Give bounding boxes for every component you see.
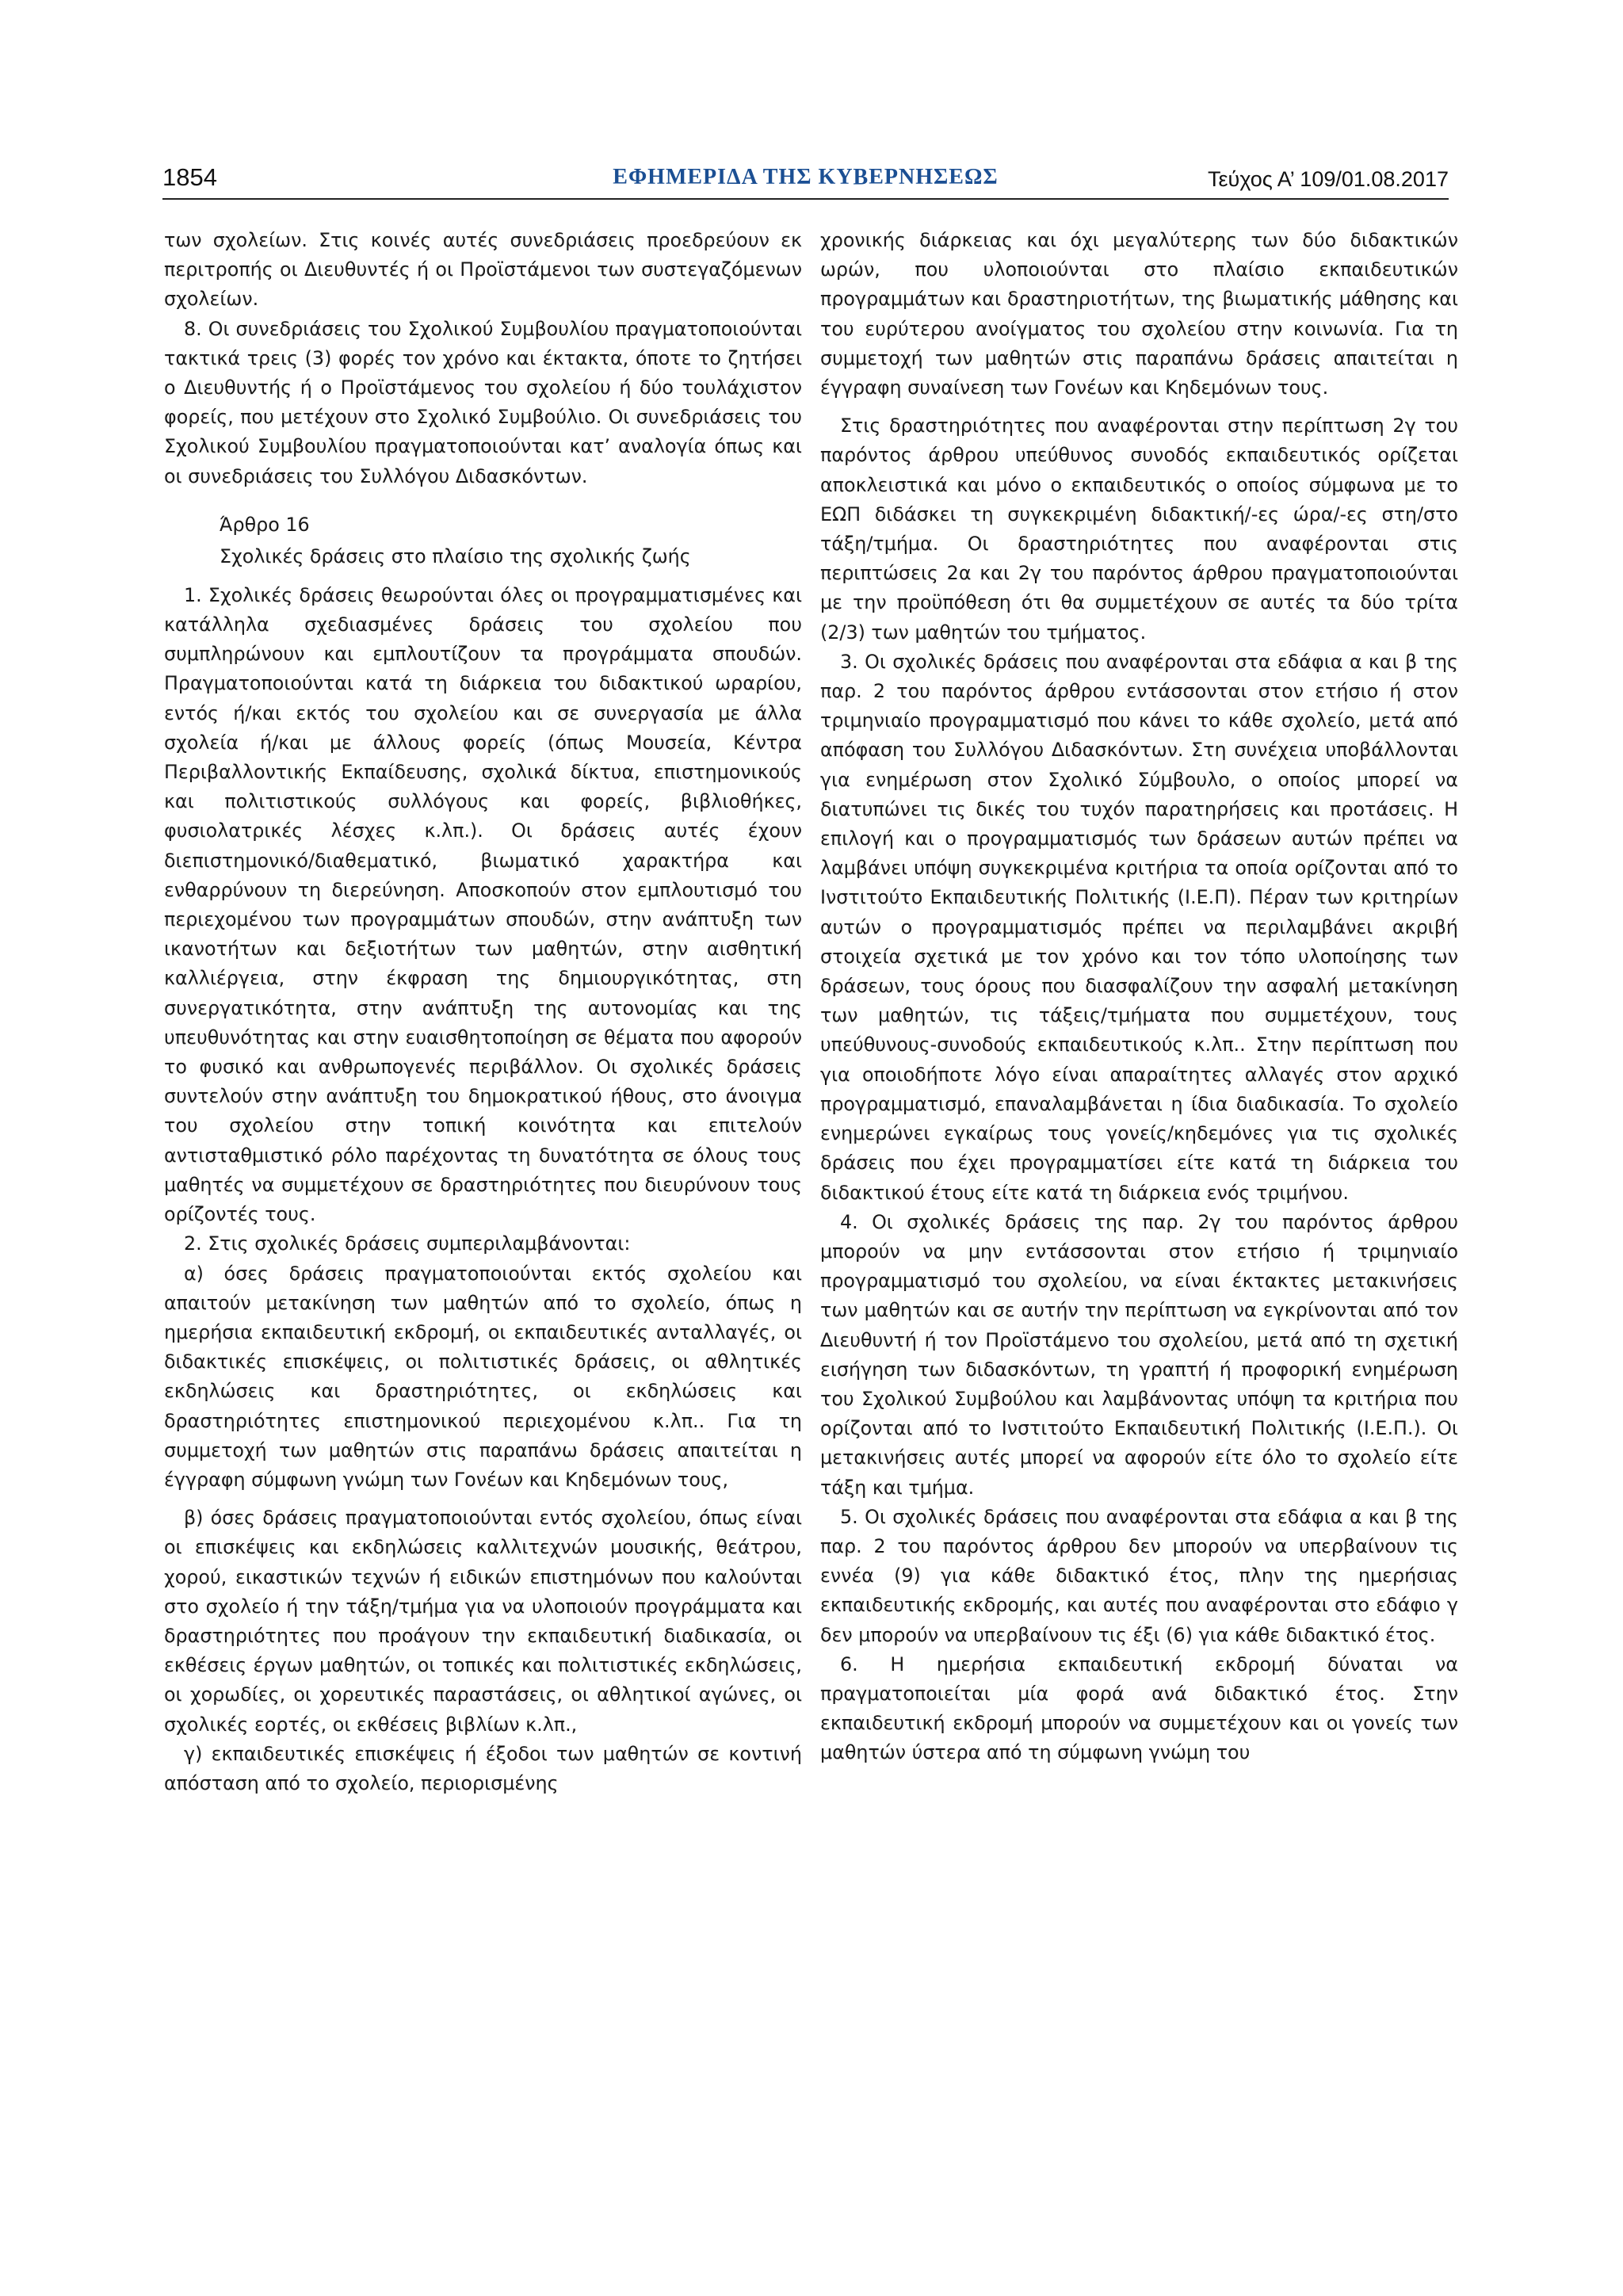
paragraph: 1. Σχολικές δράσεις θεωρούνται όλες οι προγραμματισμένες και κατάλληλα σχεδιασμένες δράσεις του σχολείου που συμπληρώνουν και εμπλουτίζουν τα προγράμματα σπουδών. Πραγματοποιούνται κατά τη διάρκεια του διδακτικού ωραρίου, εντός ή/και εκτός του σχολείου και σε συνεργασία με άλλα σχολεία ή/και με άλλους φορείς (όπως Μουσεία, Κέντρα Περιβαλλοντικής Εκπαίδευσης, σχολικά δίκτυα, επιστημονικούς και πολιτιστικούς συλλόγους και φορείς, βιβλιοθήκες, φυσιολατρικές λέσχες κ.λπ.). Οι δράσεις αυτές έχουν διεπιστημονικό/διαθεματικό, βιωματικό χαρακτήρα και ενθαρρύνουν τη διερεύνηση. Αποσκοπούν στον εμπλουτισμό του περιεχομένου των προγραμμάτων σπουδών, στην ανάπτυξη των ικανοτήτων και δεξιοτήτων των μαθητών, στην αισθητική καλλιέργεια, στην έκφραση της δημιουργικότητας, στη συνεργατικότητα, στην ανάπτυξη της αυτονομίας και της υπευθυνότητας και στην ευαισθητοποίηση σε θέματα που αφορούν το φυσικό και ανθρωπογενές περιβάλλον. Οι σχολικές δράσεις συντελούν στην ανάπτυξη του δημοκρατικού ήθους, στο άνοιγμα του σχολείου στην τοπική κοινότητα και επιτελούν αντισταθμιστικό ρόλο παρέχοντας τη δυνατότητα σε όλους τους μαθητές να συμμετέχουν σε δραστηριότητες που διευρύνουν τους ορίζοντές τους. xyxy=(164,583,802,1226)
article-heading xyxy=(164,509,802,572)
right-column xyxy=(820,226,1458,1768)
article-number: Άρθρο 16 xyxy=(220,513,310,536)
page-header xyxy=(162,159,1449,200)
page-number: 1854 xyxy=(162,163,217,191)
paragraph: 2. Στις σχολικές δράσεις συμπεριλαμβάνονται: xyxy=(184,1232,631,1255)
paragraph: 8. Οι συνεδριάσεις του Σχολικού Συμβουλίου πραγματοποιούνται τακτικά τρεις (3) φορές τον χρόνο και έκτακτα, όποτε το ζητήσει ο Διευθυντής ή ο Προϊστάμενος του σχολείου ή δύο τουλάχιστον φορείς, που μετέχουν στο Σχολικό Συμβούλιο. Οι συνεδριάσεις του Σχολικού Συμβουλίου πραγματοποιούνται κατ’ αναλογία όπως και οι συνεδριάσεις του Συλλόγου Διδασκόντων. xyxy=(164,317,802,487)
paragraph: χρονικής διάρκειας και όχι μεγαλύτερης των δύο διδακτικών ωρών, που υλοποιούνται στο πλαίσιο εκπαιδευτικών προγραμμάτων και δραστηριοτήτων, της βιωματικής μάθησης και του ευρύτερου ανοίγματος του σχολείου στην κοινωνία. Για τη συμμετοχή των μαθητών στις παραπάνω δράσεις απαιτείται η έγγραφη συναίνεση των Γονέων και Κηδεμόνων τους. xyxy=(820,229,1458,399)
paragraph: Στις δραστηριότητες που αναφέρονται στην περίπτωση 2γ του παρόντος άρθρου υπεύθυνος συνοδός εκπαιδευτικός ορίζεται αποκλειστικά και μόνο ο εκπαιδευτικός ο οποίος σύμφωνα με το ΕΩΠ διδάσκει τη συγκεκριμένη διδακτική/-ες ώρα/-ες στη/στο τάξη/τμήμα. Οι δραστηριότητες που αναφέρονται στις περιπτώσεις 2α και 2γ του παρόντος άρθρου πραγματοποιούνται με την προϋπόθεση ότι θα συμμετέχουν σε αυτές τα δύο τρίτα (2/3) των μαθητών του τμήματος. xyxy=(820,415,1458,644)
issue-reference: Τεύχος Α’ 109/01.08.2017 xyxy=(1207,167,1449,191)
gazette-title: ΕΦΗΜΕΡΙΔΑ ΤΗΣ ΚΥΒΕΡΝΗΣΕΩΣ xyxy=(613,165,999,189)
left-column xyxy=(164,226,802,1798)
article-title: Σχολικές δράσεις στο πλαίσιο της σχολικής ζωής xyxy=(220,544,691,567)
paragraph: 4. Οι σχολικές δράσεις της παρ. 2γ του παρόντος άρθρου μπορούν να μην εντάσσονται στον ετήσιο ή τριμηνιαίο προγραμματισμό του σχολείου, να είναι έκτακτες μετακινήσεις των μαθητών και σε αυτήν την περίπτωση να εγκρίνονται από τον Διευθυντή ή τον Προϊστάμενο του σχολείου, μετά από τη σχετική εισήγηση των διδασκόντων, τη γραπτή ή προφορική ενημέρωση του Σχολικού Συμβούλου και λαμβάνοντας υπόψη τα κριτήρια που ορίζονται από το Ινστιτούτο Εκπαιδευτική Πολιτικής (Ι.Ε.Π.). Οι μετακινήσεις αυτές μπορεί να αφορούν είτε όλο το σχολείο είτε τάξη και τμήμα. xyxy=(820,1210,1458,1499)
paragraph: γ) εκπαιδευτικές επισκέψεις ή έξοδοι των μαθητών σε κοντινή απόσταση από το σχολείο, περιορισμένης xyxy=(164,1742,802,1794)
paragraph: β) όσες δράσεις πραγματοποιούνται εντός σχολείου, όπως είναι οι επισκέψεις και εκδηλώσεις καλλιτεχνών μουσικής, θεάτρου, χορού, εικαστικών τεχνών ή ειδικών επιστημόνων που καλούνται στο σχολείο ή την τάξη/τμήμα για να υλοποιούν προγράμματα και δραστηριότητες που προάγουν την εκπαιδευτική διαδικασία, οι εκθέσεις έργων μαθητών, οι τοπικές και πολιτιστικές εκδηλώσεις, οι χορωδίες, οι χορευτικές παραστάσεις, οι αθλητικοί αγώνες, οι σχολικές εορτές, οι εκθέσεις βιβλίων κ.λπ., xyxy=(164,1507,802,1736)
paragraph: α) όσες δράσεις πραγματοποιούνται εκτός σχολείου και απαιτούν μετακίνηση των μαθητών από το σχολείο, όπως η ημερήσια εκπαιδευτική εκδρομή, οι εκπαιδευτικές ανταλλαγές, οι διδακτικές επισκέψεις, οι πολιτιστικές δράσεις, οι αθλητικές εκδηλώσεις και δραστηριότητες, οι εκδηλώσεις και δραστηριότητες επιστημονικού περιεχομένου κ.λπ.. Για τη συμμετοχή των μαθητών στις παραπάνω δράσεις απαιτείται η έγγραφη σύμφωνη γνώμη των Γονέων και Κηδεμόνων τους, xyxy=(164,1262,802,1491)
paragraph: των σχολείων. Στις κοινές αυτές συνεδριάσεις προεδρεύουν εκ περιτροπής οι Διευθυντές ή οι Προϊστάμενοι των συστεγαζόμενων σχολείων. xyxy=(164,229,802,311)
paragraph: 3. Οι σχολικές δράσεις που αναφέρονται στα εδάφια α και β της παρ. 2 του παρόντος άρθρου εντάσσονται στον ετήσιο ή στον τριμηνιαίο προγραμματισμό που κάνει το κάθε σχολείο, μετά από απόφαση του Συλλόγου Διδασκόντων. Στη συνέχεια υποβάλλονται για ενημέρωση στον Σχολικό Σύμβουλο, ο οποίος μπορεί να διατυπώνει τις δικές του τυχόν παρατηρήσεις και προτάσεις. Η επιλογή και ο προγραμματισμός των δράσεων αυτών πρέπει να λαμβάνει υπόψη συγκεκριμένα κριτήρια τα οποία ορίζονται από το Ινστιτούτο Εκπαιδευτικής Πολιτικής (Ι.Ε.Π). Πέραν των κριτηρίων αυτών ο προγραμματισμός πρέπει να περιλαμβάνει ακριβή στοιχεία σχετικά με τον χρόνο και τον τόπο υλοποίησης των δράσεων, τους όρους που διασφαλίζουν την ασφαλή μετακίνηση των μαθητών, τις τάξεις/τμήματα που συμμετέχουν, τους υπεύθυνους-συνοδούς εκπαιδευτικούς κ.λπ.. Στην περίπτωση που για οποιοδήποτε λόγο είναι απαραίτητες αλλαγές στον αρχικό προγραμματισμό, επαναλαμβάνεται η ίδια διαδικασία. Το σχολείο ενημερώνει εγκαίρως τους γονείς/κηδεμόνες για τις σχολικές δράσεις που έχει προγραμματίσει είτε κατά τη διάρκεια του διδακτικού έτους είτε κατά τη διάρκεια ενός τριμήνου. xyxy=(820,650,1458,1204)
paragraph: 6. Η ημερήσια εκπαιδευτική εκδρομή δύναται να πραγματοποιείται μία φορά ανά διδακτικό έτος. Στην εκπαιδευτική εκδρομή μπορούν να συμμετέχουν και οι γονείς των μαθητών ύστερα από τη σύμφωνη γνώμη του xyxy=(820,1652,1458,1764)
paragraph: 5. Οι σχολικές δράσεις που αναφέρονται στα εδάφια α και β της παρ. 2 του παρόντος άρθρου δεν μπορούν να υπερβαίνουν τις εννέα (9) για κάθε διδακτικό έτος, πλην της ημερήσιας εκπαιδευτικής εκδρομής, και αυτές που αναφέρονται στο εδάφιο γ δεν μπορούν να υπερβαίνουν τις έξι (6) για κάθε διδακτικό έτος. xyxy=(820,1505,1458,1646)
